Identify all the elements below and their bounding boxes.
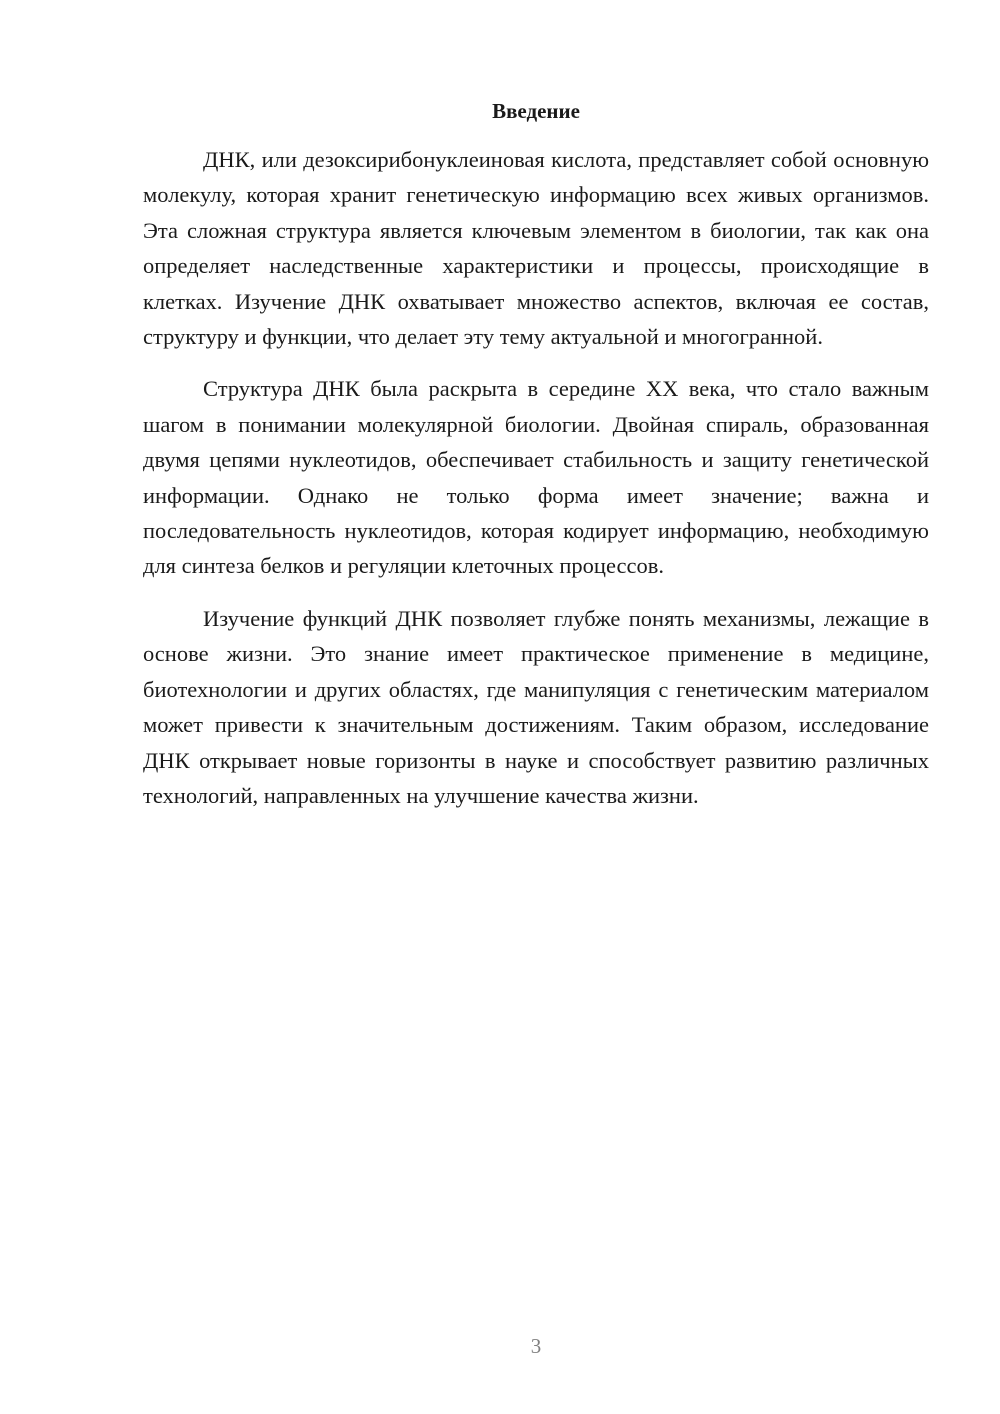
paragraph: ДНК, или дезоксирибонуклеиновая кислота, представляет собой основную молекулу, которая хранит генетическую информацию всех живых организмов. Эта сложная структура является ключевым элементом в биологии, так как она определяет наследственные характеристики и процессы, происходящие в клетках. Изучение ДНК охватывает множество аспектов, включая ее состав, структуру и функции, что делает эту тему актуальной и многогранной. [143, 147, 929, 350]
paragraph: Структура ДНК была раскрыта в середине XX века, что стало важным шагом в понимании молекулярной биологии. Двойная спираль, образованная двумя цепями нуклеотидов, обеспечивает стабильность и защиту генетической информации. Однако не только форма имеет значение; важна и последовательность нуклеотидов, которая кодирует информацию, необходимую для синтеза белков и регуляции клеточных процессов. [143, 376, 929, 579]
paragraph: Изучение функций ДНК позволяет глубже понять механизмы, лежащие в основе жизни. Это знание имеет практическое применение в медицине, биотехнологии и других областях, где манипуляция с генетическим материалом может привести к значительным достижениям. Таким образом, исследование ДНК открывает новые горизонты в науке и способствует развитию различных технологий, направленных на улучшение качества жизни. [143, 605, 929, 808]
section-heading: Введение [492, 99, 580, 123]
page-number: 3 [530, 1334, 542, 1358]
body-text [143, 142, 929, 830]
